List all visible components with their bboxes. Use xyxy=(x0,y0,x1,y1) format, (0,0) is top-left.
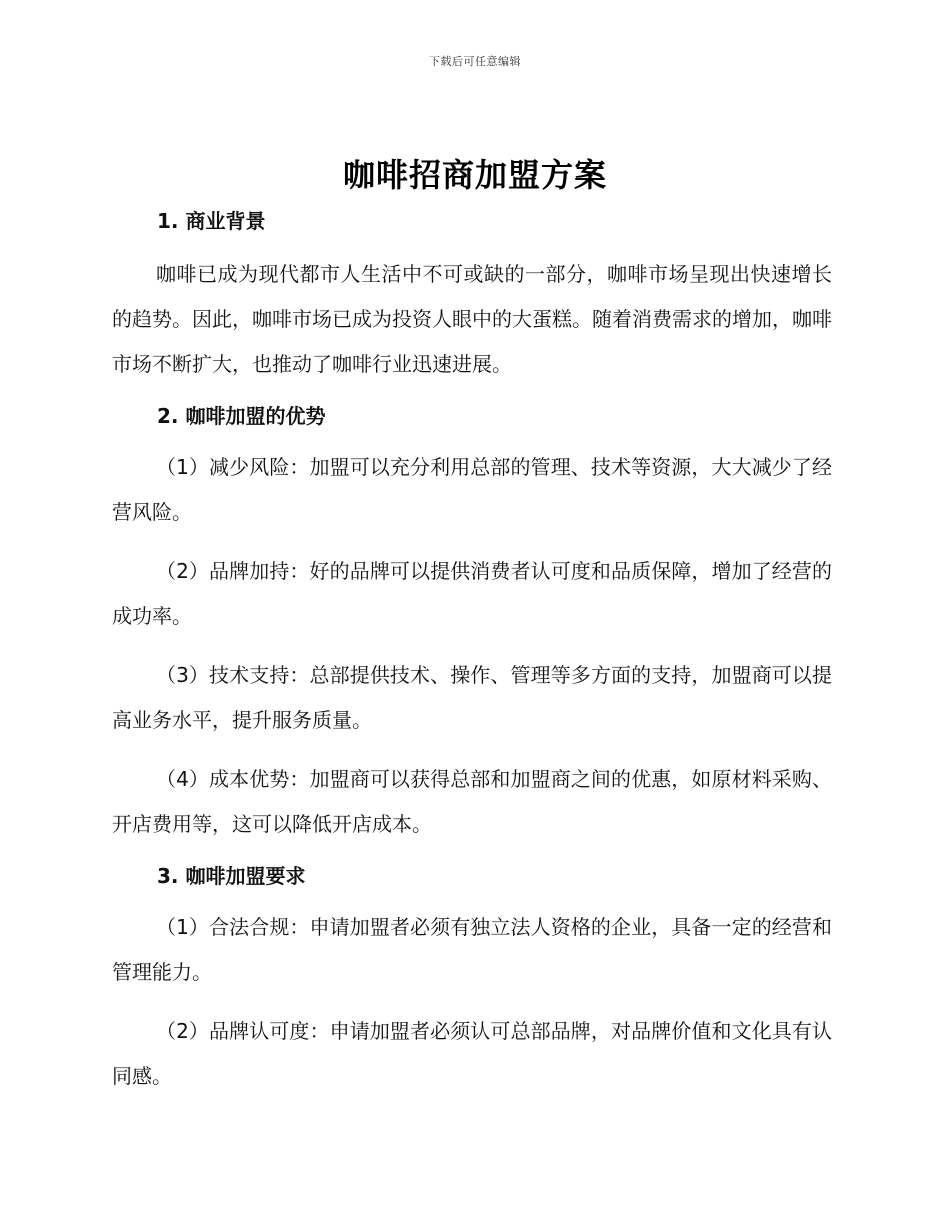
section-heading: 3. 咖啡加盟要求 xyxy=(157,864,306,888)
section-franchise-advantages xyxy=(112,401,832,847)
document-title: 咖啡招商加盟方案 xyxy=(342,156,607,194)
list-item: （2）品牌认可度：申请加盟者必须认可总部品牌，对品牌价值和文化具有认同感。 xyxy=(112,1019,832,1088)
list-item: （2）品牌加持：好的品牌可以提供消费者认可度和品质保障，增加了经营的成功率。 xyxy=(112,559,832,628)
paragraph: 咖啡已成为现代都市人生活中不可或缺的一部分，咖啡市场呈现出快速增长的趋势。因此，咖啡市场已成为投资人眼中的大蛋糕。随着消费需求的增加，咖啡市场不断扩大，也推动了咖啡行业迅速进展。 xyxy=(112,262,832,376)
list-item: （1）减少风险：加盟可以充分利用总部的管理、技术等资源，大大减少了经营风险。 xyxy=(112,455,832,524)
header-note: 下载后可任意编辑 xyxy=(429,55,521,68)
list-item: （4）成本优势：加盟商可以获得总部和加盟商之间的优惠，如原材料采购、开店费用等，这可以降低开店成本。 xyxy=(112,767,832,836)
list-item: （3）技术支持：总部提供技术、操作、管理等多方面的支持，加盟商可以提高业务水平，提升服务质量。 xyxy=(112,663,832,732)
section-franchise-requirements xyxy=(112,861,832,1099)
section-heading: 1. 商业背景 xyxy=(157,209,266,233)
section-business-background xyxy=(112,206,832,387)
section-heading: 2. 咖啡加盟的优势 xyxy=(157,404,326,428)
list-item: （1）合法合规：申请加盟者必须有独立法人资格的企业，具备一定的经营和管理能力。 xyxy=(112,915,832,984)
document-body xyxy=(112,206,832,1099)
